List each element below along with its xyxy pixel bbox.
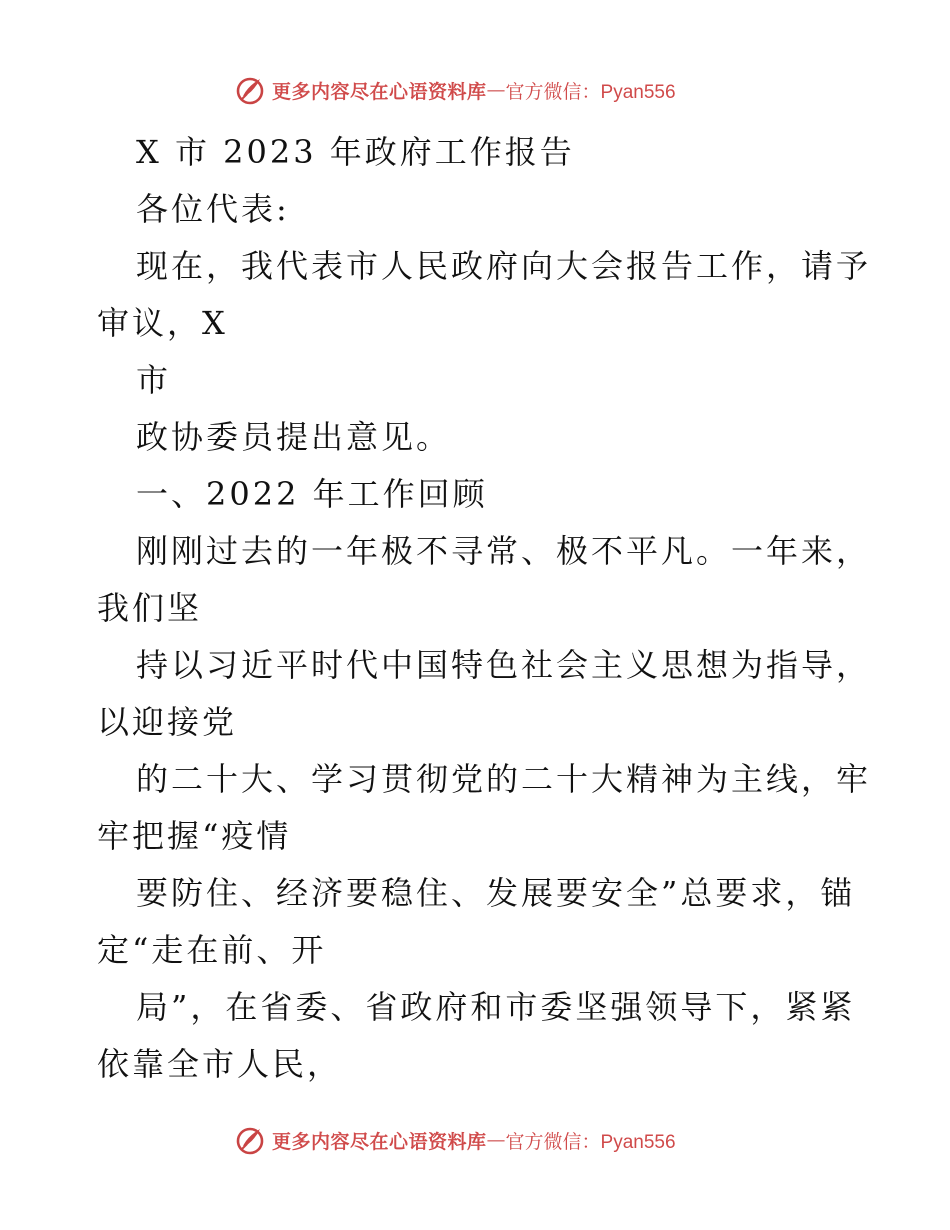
watermark-separator: — bbox=[486, 79, 506, 101]
salutation: 各位代表: bbox=[136, 190, 290, 228]
watermark-text: 更多内容尽在心语资料库 bbox=[272, 80, 487, 103]
paragraph-line: 我们坚 bbox=[97, 589, 203, 627]
paragraph-line: 现在，我代表市人民政府向大会报告工作，请予 bbox=[136, 247, 872, 285]
paragraph-line: 局”，在省委、省政府和市委坚强领导下，紧紧 bbox=[136, 988, 856, 1026]
watermark-contact: 官方微信：Pyan556 bbox=[505, 1131, 676, 1153]
paragraph-line: 刚刚过去的一年极不寻常、极不平凡。一年来， bbox=[136, 532, 872, 570]
paragraph-line: 审议，X bbox=[97, 304, 228, 342]
quill-logo-icon bbox=[234, 1124, 266, 1156]
watermark-text: 更多内容尽在心语资料库 bbox=[272, 1130, 487, 1153]
document-body bbox=[97, 124, 872, 1093]
paragraph-line: 政协委员提出意见。 bbox=[136, 418, 452, 456]
watermark-contact: 官方微信：Pyan556 bbox=[505, 81, 676, 103]
quill-logo-icon bbox=[234, 74, 266, 106]
header-watermark bbox=[234, 72, 676, 108]
section-heading: 一、2022 年工作回顾 bbox=[136, 475, 488, 513]
paragraph-line: 市 bbox=[136, 361, 172, 399]
footer-watermark bbox=[234, 1122, 676, 1158]
paragraph-line: 要防住、经济要稳住、发展要安全”总要求，锚 bbox=[136, 874, 856, 912]
paragraph-line: 以迎接党 bbox=[97, 703, 238, 741]
paragraph-line: 持以习近平时代中国特色社会主义思想为指导， bbox=[136, 646, 872, 684]
watermark-separator: — bbox=[486, 1129, 506, 1151]
paragraph-line: 依靠全市人民， bbox=[97, 1045, 343, 1083]
paragraph-line: 的二十大、学习贯彻党的二十大精神为主线，牢 bbox=[136, 760, 872, 798]
paragraph-line: 牢把握“疫情 bbox=[97, 817, 292, 855]
document-title: X 市 2023 年政府工作报告 bbox=[136, 133, 575, 171]
paragraph-line: 定“走在前、开 bbox=[97, 931, 327, 969]
